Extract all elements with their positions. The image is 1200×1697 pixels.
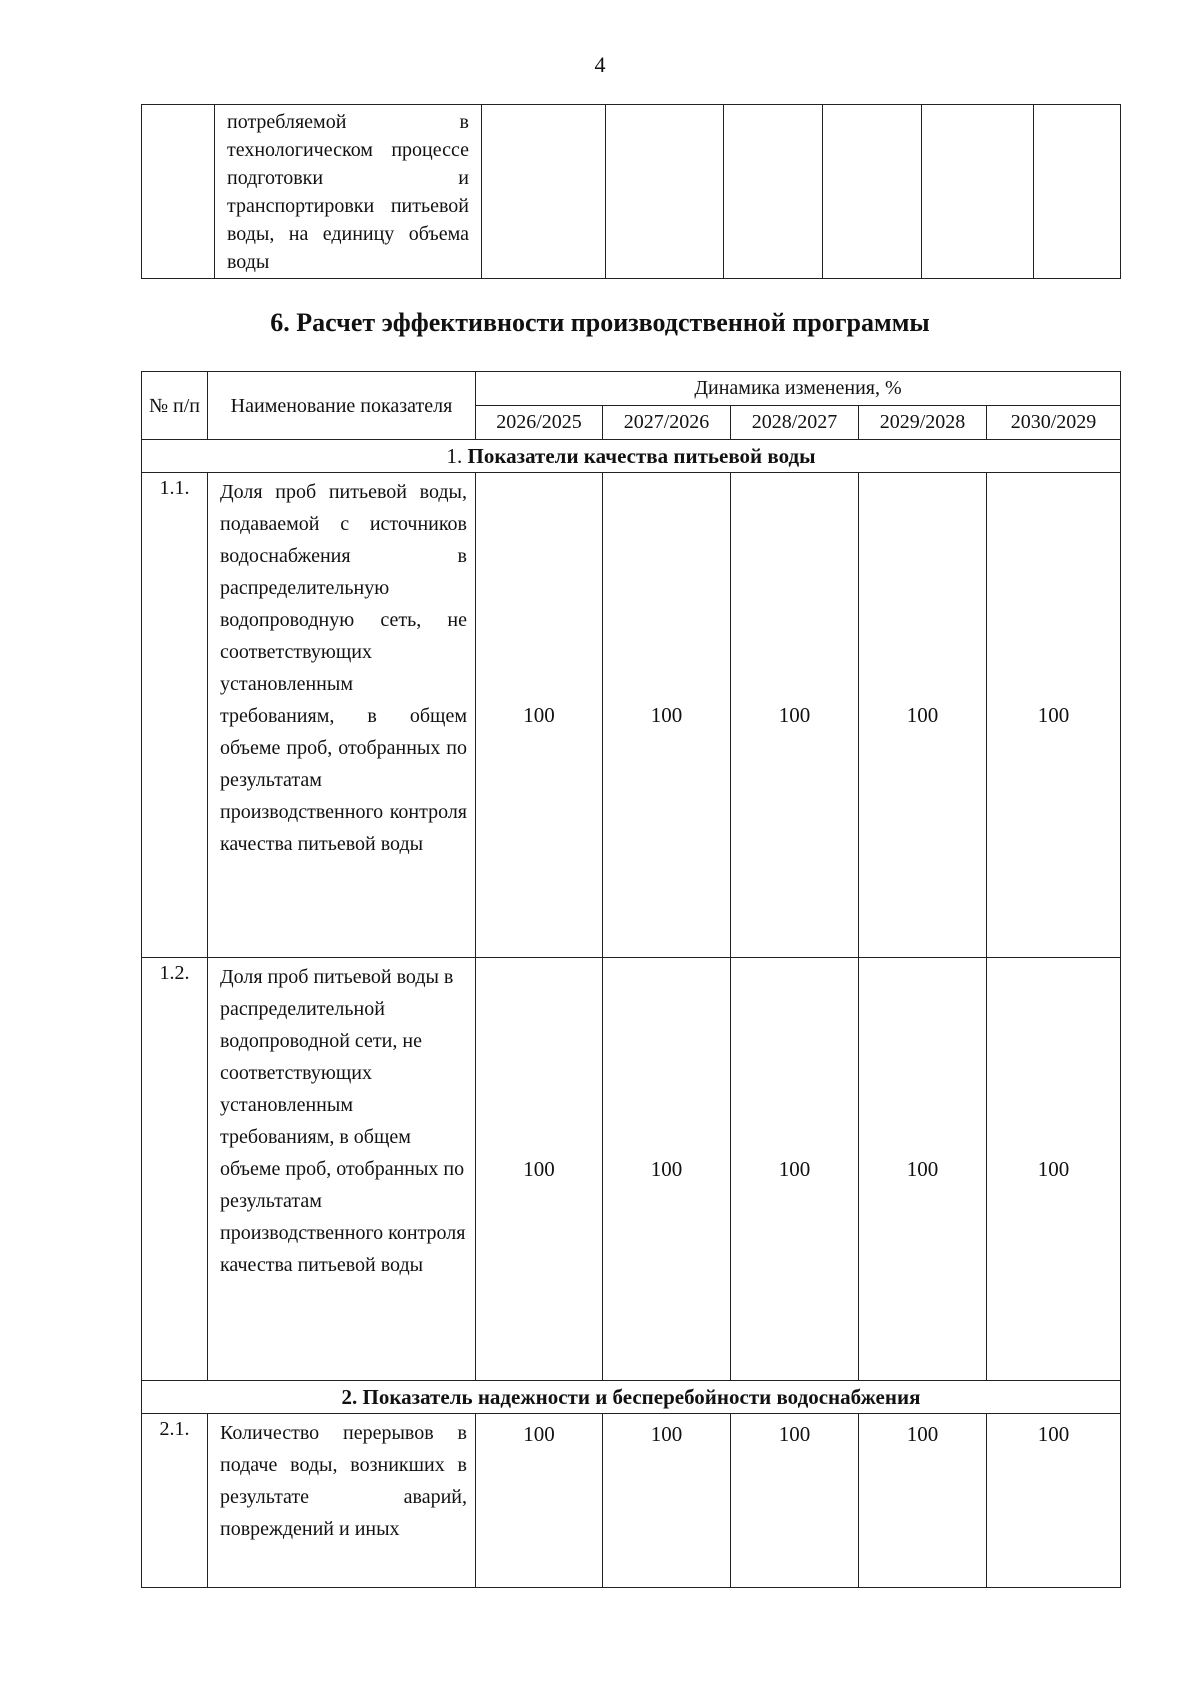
header-year: 2028/2027 — [731, 406, 859, 440]
header-year: 2029/2028 — [859, 406, 987, 440]
continued-name-cell: потребляемой в технологическом процессе подготовки и транспортировки питьевой воды, на единицу объема воды — [215, 105, 482, 279]
continued-empty-cell — [1034, 105, 1121, 279]
row-num: 2.1. — [142, 1414, 208, 1588]
row-name: Количество перерывов в подаче воды, возникших в результате аварий, повреждений и иных — [208, 1414, 476, 1588]
row-value: 100 — [603, 473, 731, 958]
continued-empty-cell — [724, 105, 823, 279]
table-row — [142, 958, 1121, 1381]
table-row — [142, 1414, 1121, 1588]
row-name: Доля проб питьевой воды, подаваемой с источников водоснабжения в распределительную водопроводную сеть, не соответствующих установленным требованиям, в общем объеме проб, отобранных по результатам производственного контроля качества питьевой воды — [208, 473, 476, 958]
row-value: 100 — [859, 473, 987, 958]
row-value: 100 — [476, 1414, 603, 1588]
group-row — [142, 440, 1121, 473]
continued-empty-cell — [823, 105, 922, 279]
continued-empty-cell — [922, 105, 1034, 279]
table-row — [142, 473, 1121, 958]
header-row — [142, 372, 1121, 406]
row-num: 1.1. — [142, 473, 208, 958]
row-value: 100 — [603, 1414, 731, 1588]
row-value: 100 — [603, 958, 731, 1381]
continued-row — [142, 105, 1121, 279]
row-value: 100 — [731, 473, 859, 958]
header-year: 2027/2026 — [603, 406, 731, 440]
row-value: 100 — [859, 1414, 987, 1588]
row-value: 100 — [987, 473, 1121, 958]
row-name: Доля проб питьевой воды в распределительной водопроводной сети, не соответствующих установленным требованиям, в общем объеме проб, отобранных по результатам производственного контроля качества питьевой воды — [208, 958, 476, 1381]
group-row — [142, 1381, 1121, 1414]
row-value: 100 — [859, 958, 987, 1381]
continued-empty-cell — [606, 105, 724, 279]
row-value: 100 — [476, 958, 603, 1381]
group-title-text: 2. Показатель надежности и бесперебойности водоснабжения — [341, 1384, 921, 1409]
group-title — [142, 440, 1121, 473]
continued-num-cell — [142, 105, 215, 279]
row-value: 100 — [476, 473, 603, 958]
continued-empty-cell — [482, 105, 606, 279]
row-value: 100 — [731, 958, 859, 1381]
group-title-prefix: 1. — [446, 443, 468, 468]
efficiency-table — [141, 371, 1121, 1588]
section-title: 6. Расчет эффективности производственной программы — [270, 308, 930, 337]
header-year: 2030/2029 — [987, 406, 1121, 440]
header-dynamics: Динамика изменения, % — [476, 372, 1121, 406]
continued-table — [141, 104, 1121, 279]
header-year: 2026/2025 — [476, 406, 603, 440]
page-number: 4 — [594, 52, 606, 77]
row-num: 1.2. — [142, 958, 208, 1381]
group-title — [142, 1381, 1121, 1414]
header-num: № п/п — [142, 372, 208, 440]
row-value: 100 — [731, 1414, 859, 1588]
row-value: 100 — [987, 1414, 1121, 1588]
row-value: 100 — [987, 958, 1121, 1381]
header-name: Наименование показателя — [208, 372, 476, 440]
group-title-text: Показатели качества питьевой воды — [467, 443, 816, 468]
